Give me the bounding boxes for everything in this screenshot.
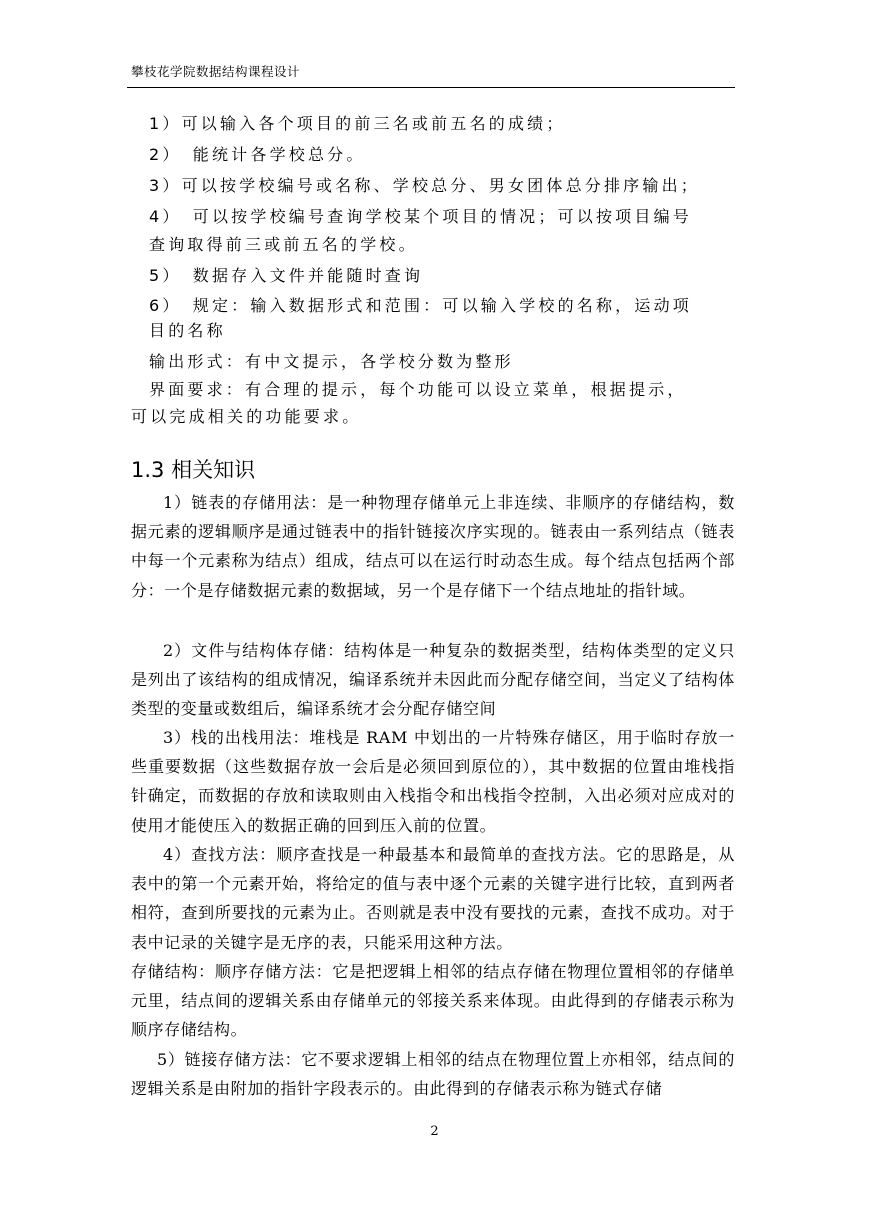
requirement-3: 3）可以按学校编号或名称、学校总分、男女团体总分排序输出； bbox=[149, 176, 700, 195]
output-format: 输出形式：有中文提示，各学校分数为整形 bbox=[149, 352, 514, 371]
paragraph-linked-storage: 5）链接存储方法：它不要求逻辑上相邻的结点在物理位置上亦相邻，结点间的逻辑关系是由附加的指针字段表示的。由此得到的存储表示称为链式存储 bbox=[131, 1050, 735, 1099]
requirement-4: 4） 可以按学校编号查询学校某个项目的情况；可以按项目编号 bbox=[149, 207, 692, 226]
header-rule bbox=[127, 87, 735, 88]
requirement-5: 5） 数据存入文件并能随时查询 bbox=[149, 266, 424, 285]
requirement-1: 1）可以输入各个项目的前三名或前五名的成绩； bbox=[149, 114, 566, 133]
requirement-4-cont: 查询取得前三或前五名的学校。 bbox=[149, 235, 418, 254]
interface-requirement: 界面要求：有合理的提示，每个功能可以设立菜单，根据提示， bbox=[149, 380, 687, 399]
page-number: 2 bbox=[430, 1124, 439, 1139]
interface-requirement-cont: 可以完成相关的功能要求。 bbox=[131, 407, 362, 426]
paragraph-stack: 3）栈的出栈用法：堆栈是 RAM 中划出的一片特殊存储区，用于临时存放一些重要数据（这些数据存放一会后是必须回到原位的），其中数据的位置由堆栈指针确定，而数据的存放和读取则由入栈指令和出栈指令控制，入出必须对应成对的使用才能使压入的数据正确的回到压入前的位置。 bbox=[131, 728, 735, 835]
paragraph-search: 4）查找方法：顺序查找是一种最基本和最简单的查找方法。它的思路是，从表中的第一个元素开始，将给定的值与表中逐个元素的关键字进行比较，直到两者相符，查到所要找的元素为止。否则就是表中没有要找的元素，查找不成功。对于表中记录的关键字是无序的表，只能采用这种方法。 bbox=[131, 845, 735, 952]
section-title: 1.3 相关知识 bbox=[131, 458, 256, 482]
requirement-2: 2） 能统计各学校总分。 bbox=[149, 145, 366, 164]
requirement-6-cont: 目的名称 bbox=[149, 321, 226, 340]
paragraph-linked-list: 1）链表的存储用法：是一种物理存储单元上非连续、非顺序的存储结构，数据元素的逻辑顺序是通过链表中的指针链接次序实现的。链表由一系列结点（链表中每一个元素称为结点）组成，结点可以在运行时动态生成。每个结点包括两个部分：一个是存储数据元素的数据域，另一个是存储下一个结点地址的指针域。 bbox=[131, 493, 735, 600]
paragraph-sequential-storage: 存储结构：顺序存储方法：它是把逻辑上相邻的结点存储在物理位置相邻的存储单元里，结点间的逻辑关系由存储单元的邻接关系来体现。由此得到的存储表示称为顺序存储结构。 bbox=[131, 962, 735, 1040]
page-header: 攀枝花学院数据结构课程设计 bbox=[131, 64, 301, 79]
requirement-6: 6） 规定：输入数据形式和范围：可以输入学校的名称，运动项 bbox=[149, 296, 692, 315]
paragraph-struct-storage: 2）文件与结构体存储：结构体是一种复杂的数据类型，结构体类型的定义只是列出了该结构的组成情况，编译系统并未因此而分配存储空间，当定义了结构体类型的变量或数组后，编译系统才会分配存储空间 bbox=[131, 641, 735, 719]
